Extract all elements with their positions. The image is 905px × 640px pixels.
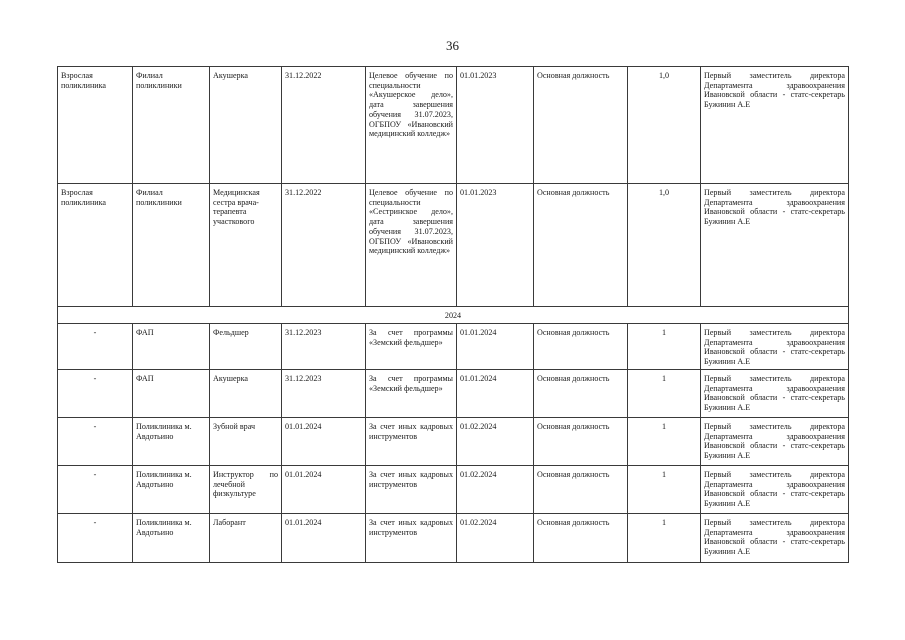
cell-staffing-method: За счет иных кадровых инструментов: [366, 466, 457, 514]
cell-employment-type: Основная должность: [534, 184, 628, 307]
cell-unit: Поликлиника м. Авдотьино: [133, 514, 210, 563]
table-row: [58, 324, 849, 370]
cell-division: -: [58, 324, 133, 370]
cell-division: -: [58, 514, 133, 563]
cell-start-date: 01.01.2024: [457, 370, 534, 418]
cell-employment-type: Основная должность: [534, 67, 628, 184]
cell-position: Фельдшер: [210, 324, 282, 370]
cell-vacancy-date: 31.12.2022: [282, 67, 366, 184]
cell-staffing-method: За счет программы «Земский фельдшер»: [366, 324, 457, 370]
cell-responsible: Первый заместитель директора Департамента здравоохранения Ивановской области - статс-секретарь Бужинин А.Е: [701, 184, 849, 307]
cell-start-date: 01.01.2023: [457, 184, 534, 307]
cell-unit: Филиал поликлиники: [133, 184, 210, 307]
cell-start-date: 01.02.2024: [457, 466, 534, 514]
cell-vacancy-date: 01.01.2024: [282, 514, 366, 563]
cell-division: -: [58, 370, 133, 418]
cell-vacancy-date: 01.01.2024: [282, 466, 366, 514]
cell-staffing-method: За счет иных кадровых инструментов: [366, 514, 457, 563]
cell-division: -: [58, 418, 133, 466]
table-row: [58, 514, 849, 563]
cell-rate: 1: [628, 514, 701, 563]
year-divider-row: [58, 307, 849, 324]
cell-employment-type: Основная должность: [534, 370, 628, 418]
cell-division: Взрослая поликлиника: [58, 184, 133, 307]
cell-start-date: 01.02.2024: [457, 418, 534, 466]
table-row: [58, 67, 849, 184]
cell-staffing-method: За счет программы «Земский фельдшер»: [366, 370, 457, 418]
cell-division: -: [58, 466, 133, 514]
year-label: 2024: [58, 307, 849, 324]
cell-staffing-method: Целевое обучение по специальности «Сестринское дело», дата завершения обучения 31.07.2023, ОГБПОУ «Ивановский медицинский колледж»: [366, 184, 457, 307]
cell-unit: Поликлиника м. Авдотьино: [133, 466, 210, 514]
cell-employment-type: Основная должность: [534, 324, 628, 370]
cell-staffing-method: Целевое обучение по специальности «Акушерское дело», дата завершения обучения 31.07.2023, ОГБПОУ «Ивановский медицинский колледж»: [366, 67, 457, 184]
cell-start-date: 01.01.2024: [457, 324, 534, 370]
page-number: 36: [446, 38, 459, 53]
cell-rate: 1,0: [628, 67, 701, 184]
cell-rate: 1: [628, 466, 701, 514]
cell-vacancy-date: 01.01.2024: [282, 418, 366, 466]
cell-vacancy-date: 31.12.2023: [282, 324, 366, 370]
cell-start-date: 01.02.2024: [457, 514, 534, 563]
cell-vacancy-date: 31.12.2023: [282, 370, 366, 418]
cell-staffing-method: За счет иных кадровых инструментов: [366, 418, 457, 466]
cell-employment-type: Основная должность: [534, 514, 628, 563]
cell-position: Акушерка: [210, 67, 282, 184]
cell-rate: 1: [628, 418, 701, 466]
cell-responsible: Первый заместитель директора Департамента здравоохранения Ивановской области - статс-секретарь Бужинин А.Е: [701, 67, 849, 184]
cell-responsible: Первый заместитель директора Департамента здравоохранения Ивановской области - статс-секретарь Бужинин А.Е: [701, 418, 849, 466]
cell-position: Инструктор по лечебной физкультуре: [210, 466, 282, 514]
table-row: [58, 370, 849, 418]
cell-rate: 1,0: [628, 184, 701, 307]
table-row: [58, 418, 849, 466]
staffing-table: [57, 66, 849, 563]
cell-responsible: Первый заместитель директора Департамента здравоохранения Ивановской области - статс-секретарь Бужинин А.Е: [701, 514, 849, 563]
cell-rate: 1: [628, 370, 701, 418]
cell-employment-type: Основная должность: [534, 466, 628, 514]
cell-employment-type: Основная должность: [534, 418, 628, 466]
cell-start-date: 01.01.2023: [457, 67, 534, 184]
table-row: [58, 466, 849, 514]
cell-rate: 1: [628, 324, 701, 370]
cell-position: Акушерка: [210, 370, 282, 418]
cell-division: Взрослая поликлиника: [58, 67, 133, 184]
cell-position: Медицинская сестра врача-терапевта участкового: [210, 184, 282, 307]
cell-unit: ФАП: [133, 324, 210, 370]
cell-unit: ФАП: [133, 370, 210, 418]
cell-position: Зубной врач: [210, 418, 282, 466]
cell-unit: Филиал поликлиники: [133, 67, 210, 184]
cell-responsible: Первый заместитель директора Департамента здравоохранения Ивановской области - статс-секретарь Бужинин А.Е: [701, 370, 849, 418]
cell-responsible: Первый заместитель директора Департамента здравоохранения Ивановской области - статс-секретарь Бужинин А.Е: [701, 466, 849, 514]
cell-position: Лаборант: [210, 514, 282, 563]
cell-responsible: Первый заместитель директора Департамента здравоохранения Ивановской области - статс-секретарь Бужинин А.Е: [701, 324, 849, 370]
cell-vacancy-date: 31.12.2022: [282, 184, 366, 307]
table-row: [58, 184, 849, 307]
cell-unit: Поликлиника м. Авдотьино: [133, 418, 210, 466]
